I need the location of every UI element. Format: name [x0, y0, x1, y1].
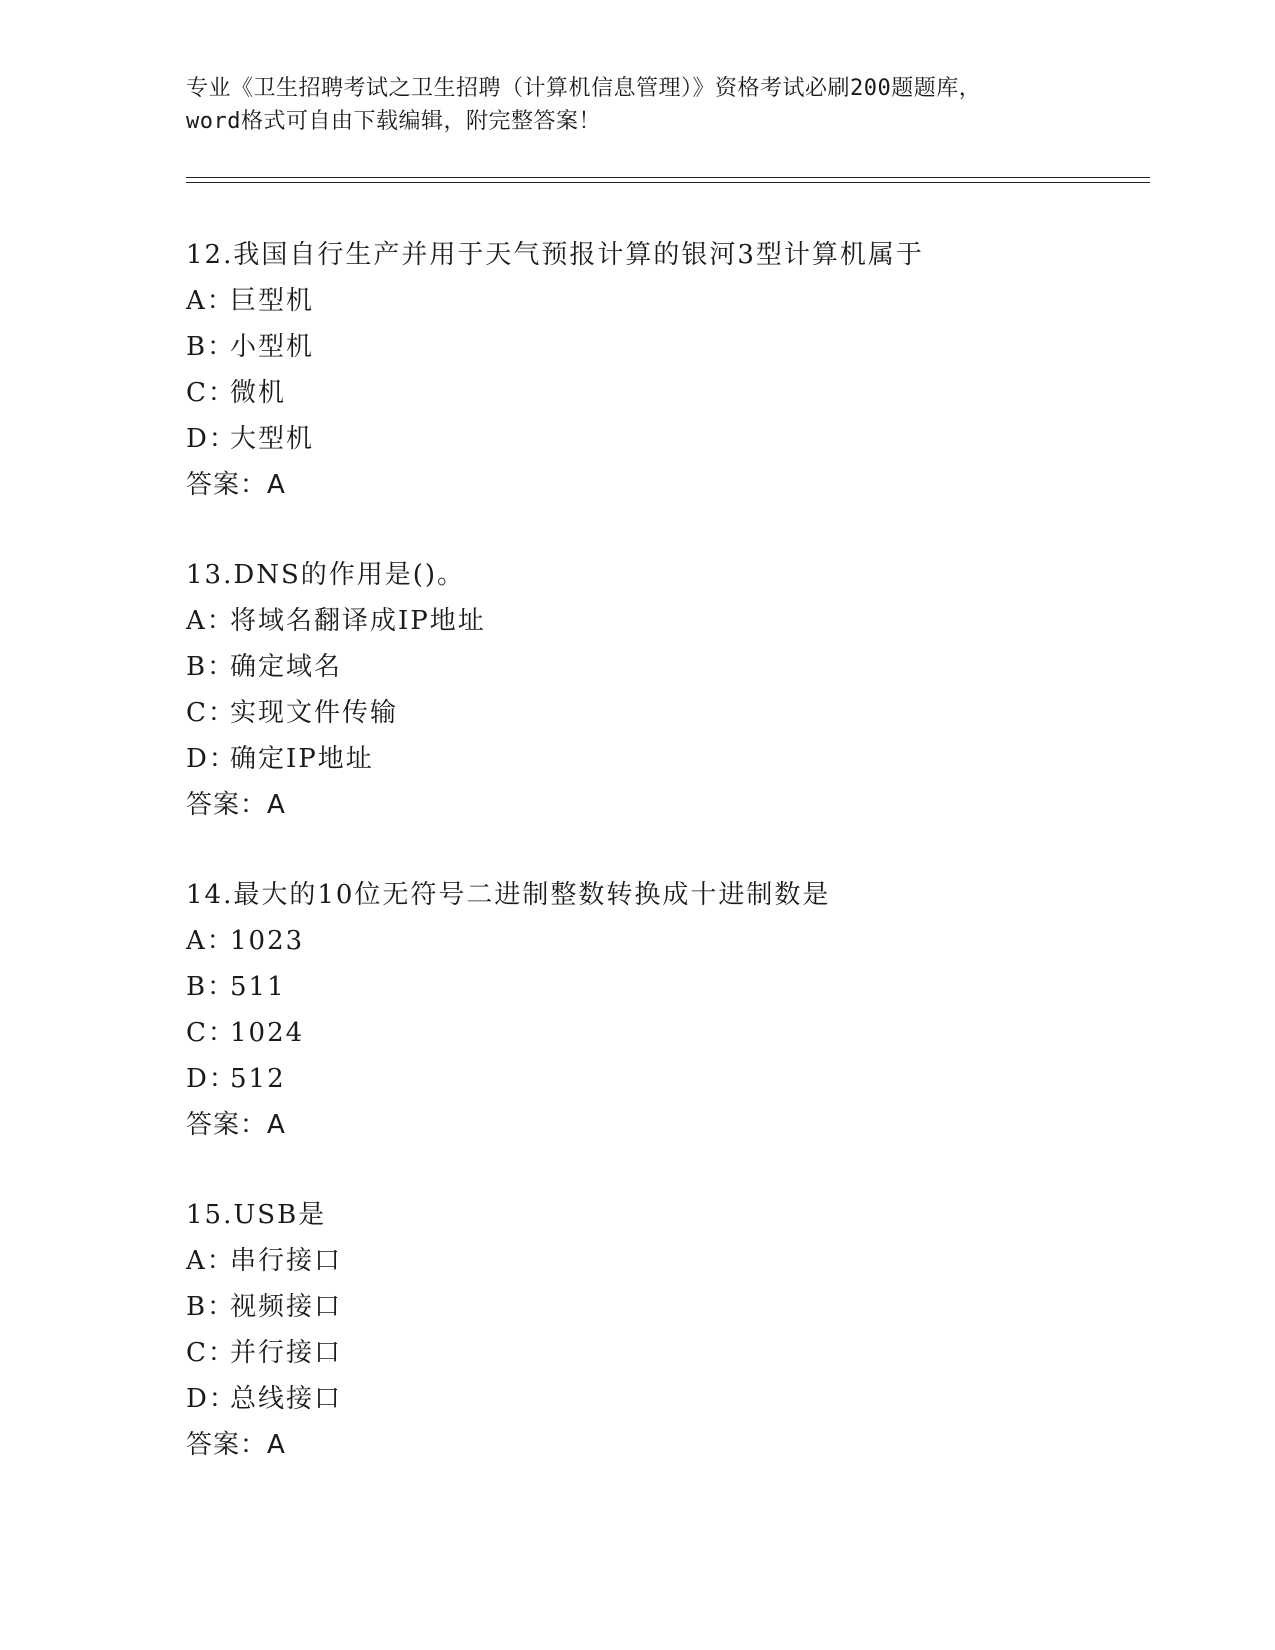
option-text: 实现文件传输	[230, 698, 399, 728]
option-a	[186, 278, 1146, 324]
option-text: 511	[230, 972, 286, 1002]
option-key: D：	[186, 1064, 237, 1094]
option-d	[186, 1376, 1146, 1422]
question-stem: 14.最大的10位无符号二进制整数转换成十进制数是	[186, 880, 831, 910]
header-line-1: 专业《卫生招聘考试之卫生招聘（计算机信息管理）》资格考试必刷200题题库，	[186, 76, 982, 101]
document-header	[186, 72, 1086, 138]
option-b	[186, 324, 1146, 370]
answer-line: 答案：A	[186, 470, 286, 500]
option-c	[186, 370, 1146, 416]
option-key: A：	[186, 286, 235, 316]
option-key: C：	[186, 1338, 236, 1368]
option-key: B：	[186, 972, 236, 1002]
option-text: 大型机	[230, 424, 315, 454]
option-key: A：	[186, 606, 235, 636]
option-key: B：	[186, 332, 236, 362]
option-text: 512	[230, 1064, 286, 1094]
option-b	[186, 644, 1146, 690]
question-block	[186, 552, 1146, 828]
option-text: 巨型机	[230, 286, 315, 316]
question-stem: 13.DNS的作用是()。	[186, 560, 466, 590]
option-text: 确定域名	[230, 652, 343, 682]
option-text: 将域名翻译成IP地址	[230, 606, 486, 636]
option-key: B：	[186, 1292, 236, 1322]
option-text: 视频接口	[230, 1292, 343, 1322]
option-text: 小型机	[230, 332, 315, 362]
question-block	[186, 872, 1146, 1148]
question-block	[186, 1192, 1146, 1468]
option-key: B：	[186, 652, 236, 682]
option-c	[186, 690, 1146, 736]
question-stem: 15.USB是	[186, 1200, 327, 1230]
question-block	[186, 232, 1146, 508]
option-key: A：	[186, 926, 235, 956]
option-key: C：	[186, 1018, 236, 1048]
option-c	[186, 1010, 1146, 1056]
option-key: D：	[186, 744, 237, 774]
option-d	[186, 736, 1146, 782]
option-text: 并行接口	[230, 1338, 343, 1368]
option-text: 微机	[230, 378, 287, 408]
option-text: 总线接口	[230, 1384, 343, 1414]
option-text: 1024	[230, 1018, 305, 1048]
option-a	[186, 598, 1146, 644]
option-a	[186, 1238, 1146, 1284]
option-text: 确定IP地址	[230, 744, 374, 774]
header-line-2: word格式可自由下载编辑，附完整答案！	[186, 109, 601, 134]
answer-line: 答案：A	[186, 1430, 286, 1460]
header-divider-top	[186, 177, 1150, 178]
option-d	[186, 1056, 1146, 1102]
option-b	[186, 1284, 1146, 1330]
option-key: A：	[186, 1246, 235, 1276]
option-c	[186, 1330, 1146, 1376]
option-d	[186, 416, 1146, 462]
option-key: D：	[186, 424, 237, 454]
answer-line: 答案：A	[186, 1110, 286, 1140]
option-text: 1023	[230, 926, 305, 956]
option-text: 串行接口	[230, 1246, 343, 1276]
option-key: C：	[186, 698, 236, 728]
header-divider-bottom	[186, 182, 1150, 183]
answer-line: 答案：A	[186, 790, 286, 820]
option-a	[186, 918, 1146, 964]
option-key: D：	[186, 1384, 237, 1414]
option-b	[186, 964, 1146, 1010]
option-key: C：	[186, 378, 236, 408]
question-stem: 12.我国自行生产并用于天气预报计算的银河3型计算机属于	[186, 240, 924, 270]
